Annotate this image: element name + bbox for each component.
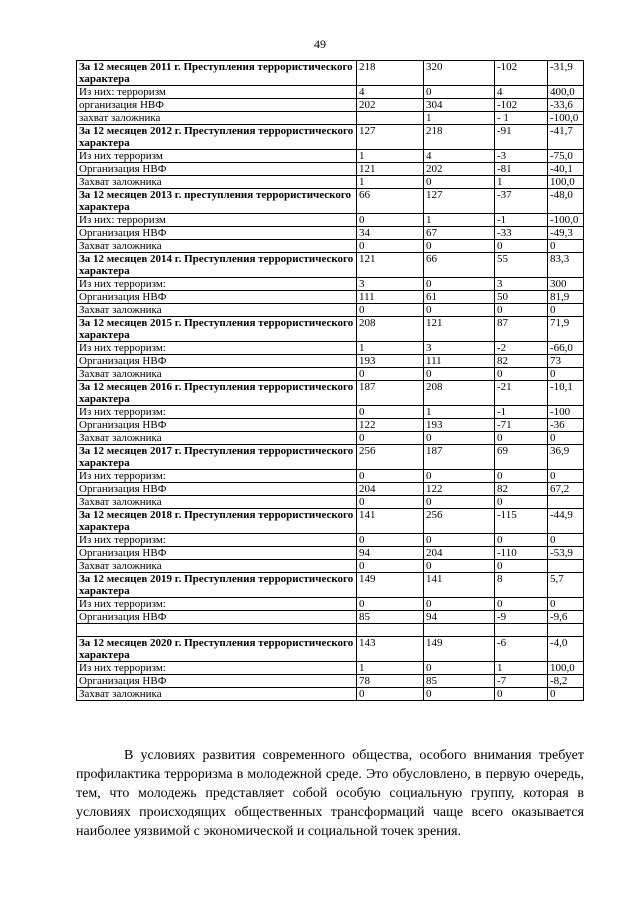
percent-change-value: -33,6 bbox=[548, 99, 584, 112]
current-year-value bbox=[357, 112, 424, 125]
difference-value: -37 bbox=[495, 189, 548, 214]
percent-change-value: 0 bbox=[548, 534, 584, 547]
row-label: За 12 месяцев 2016 г. Преступления террористического характера bbox=[77, 381, 357, 406]
percent-change-value: 71,9 bbox=[548, 317, 584, 342]
table-row bbox=[77, 534, 584, 547]
previous-year-value: 320 bbox=[424, 61, 495, 86]
difference-value: 1 bbox=[495, 176, 548, 189]
difference-value: 3 bbox=[495, 278, 548, 291]
table-row-period-total bbox=[77, 509, 584, 534]
table-row bbox=[77, 342, 584, 355]
row-label: Из них: терроризм bbox=[77, 214, 357, 227]
percent-change-value: -100 bbox=[548, 406, 584, 419]
table-row bbox=[77, 432, 584, 445]
table-row bbox=[77, 150, 584, 163]
table-row bbox=[77, 611, 584, 624]
percent-change-value: 0 bbox=[548, 470, 584, 483]
previous-year-value: 218 bbox=[424, 125, 495, 150]
percent-change-value bbox=[548, 496, 584, 509]
table-row bbox=[77, 291, 584, 304]
current-year-value: 0 bbox=[357, 688, 424, 701]
percent-change-value: 0 bbox=[548, 688, 584, 701]
percent-change-value: 100,0 bbox=[548, 662, 584, 675]
table-row bbox=[77, 86, 584, 99]
percent-change-value: -44,9 bbox=[548, 509, 584, 534]
difference-value: 0 bbox=[495, 560, 548, 573]
row-label: За 12 месяцев 2011 г. Преступления террористического характера bbox=[77, 61, 357, 86]
previous-year-value: 0 bbox=[424, 534, 495, 547]
table-row bbox=[77, 598, 584, 611]
previous-year-value: 0 bbox=[424, 368, 495, 381]
previous-year-value: 111 bbox=[424, 355, 495, 368]
table-body bbox=[77, 61, 584, 701]
current-year-value: 0 bbox=[357, 214, 424, 227]
difference-value: -6 bbox=[495, 637, 548, 662]
previous-year-value: 127 bbox=[424, 189, 495, 214]
row-label: За 12 месяцев 2015 г. Преступления террористического характера bbox=[77, 317, 357, 342]
previous-year-value: 1 bbox=[424, 214, 495, 227]
current-year-value: 121 bbox=[357, 163, 424, 176]
previous-year-value: 256 bbox=[424, 509, 495, 534]
current-year-value: 1 bbox=[357, 176, 424, 189]
current-year-value: 204 bbox=[357, 483, 424, 496]
row-label: За 12 месяцев 2018 г. Преступления террористического характера bbox=[77, 509, 357, 534]
table-row bbox=[77, 214, 584, 227]
difference-value: 0 bbox=[495, 240, 548, 253]
row-label: Организация НВФ bbox=[77, 547, 357, 560]
table-row-period-total bbox=[77, 445, 584, 470]
previous-year-value: 85 bbox=[424, 675, 495, 688]
percent-change-value: -4,0 bbox=[548, 637, 584, 662]
row-label: Организация НВФ bbox=[77, 355, 357, 368]
page-number: 49 bbox=[314, 37, 326, 51]
difference-value: 4 bbox=[495, 86, 548, 99]
percent-change-value: 36,9 bbox=[548, 445, 584, 470]
previous-year-value: 0 bbox=[424, 176, 495, 189]
difference-value: -1 bbox=[495, 214, 548, 227]
row-label: Захват заложника bbox=[77, 432, 357, 445]
row-label: Из них терроризм: bbox=[77, 278, 357, 291]
difference-value: -21 bbox=[495, 381, 548, 406]
previous-year-value: 1 bbox=[424, 406, 495, 419]
row-label: За 12 месяцев 2017 г. Преступления террористического характера bbox=[77, 445, 357, 470]
difference-value: -102 bbox=[495, 61, 548, 86]
current-year-value: 193 bbox=[357, 355, 424, 368]
previous-year-value: 0 bbox=[424, 86, 495, 99]
table-row bbox=[77, 483, 584, 496]
row-label: Из них терроризм: bbox=[77, 598, 357, 611]
percent-change-value: -9,6 bbox=[548, 611, 584, 624]
difference-value: 69 bbox=[495, 445, 548, 470]
table-row bbox=[77, 368, 584, 381]
table-row bbox=[77, 112, 584, 125]
row-label: Из них: терроризм bbox=[77, 86, 357, 99]
previous-year-value: 0 bbox=[424, 278, 495, 291]
row-label: За 12 месяцев 2020 г. Преступления террористического характера bbox=[77, 637, 357, 662]
current-year-value: 0 bbox=[357, 470, 424, 483]
previous-year-value: 208 bbox=[424, 381, 495, 406]
previous-year-value: 66 bbox=[424, 253, 495, 278]
difference-value: 82 bbox=[495, 483, 548, 496]
row-label: Организация НВФ bbox=[77, 675, 357, 688]
row-label: Захват заложника bbox=[77, 304, 357, 317]
current-year-value: 149 bbox=[357, 573, 424, 598]
difference-value: 0 bbox=[495, 470, 548, 483]
difference-value: 87 bbox=[495, 317, 548, 342]
previous-year-value: 61 bbox=[424, 291, 495, 304]
difference-value: 82 bbox=[495, 355, 548, 368]
current-year-value: 4 bbox=[357, 86, 424, 99]
row-label: За 12 месяцев 2014 г. Преступления террористического характера bbox=[77, 253, 357, 278]
table-row-period-total bbox=[77, 189, 584, 214]
percent-change-value: -100,0 bbox=[548, 214, 584, 227]
difference-value: -2 bbox=[495, 342, 548, 355]
percent-change-value: -49,3 bbox=[548, 227, 584, 240]
difference-value: - 1 bbox=[495, 112, 548, 125]
current-year-value: 187 bbox=[357, 381, 424, 406]
current-year-value: 1 bbox=[357, 342, 424, 355]
table-row bbox=[77, 240, 584, 253]
percent-change-value: -48,0 bbox=[548, 189, 584, 214]
current-year-value: 0 bbox=[357, 368, 424, 381]
percent-change-value: -10,1 bbox=[548, 381, 584, 406]
previous-year-value: 0 bbox=[424, 598, 495, 611]
percent-change-value: -100,0 bbox=[548, 112, 584, 125]
difference-value bbox=[495, 624, 548, 637]
current-year-value: 1 bbox=[357, 150, 424, 163]
row-label: организация НВФ bbox=[77, 99, 357, 112]
row-label: За 12 месяцев 2013 г. преступления террористического характера bbox=[77, 189, 357, 214]
difference-value: -110 bbox=[495, 547, 548, 560]
row-label: Организация НВФ bbox=[77, 419, 357, 432]
difference-value: -71 bbox=[495, 419, 548, 432]
row-label: За 12 месяцев 2012 г. Преступления террористического характера bbox=[77, 125, 357, 150]
current-year-value: 85 bbox=[357, 611, 424, 624]
difference-value: 0 bbox=[495, 496, 548, 509]
difference-value: -7 bbox=[495, 675, 548, 688]
current-year-value: 3 bbox=[357, 278, 424, 291]
difference-value: -9 bbox=[495, 611, 548, 624]
difference-value: 50 bbox=[495, 291, 548, 304]
percent-change-value: -8,2 bbox=[548, 675, 584, 688]
previous-year-value: 94 bbox=[424, 611, 495, 624]
percent-change-value bbox=[548, 560, 584, 573]
table-row bbox=[77, 662, 584, 675]
row-label: Захват заложника bbox=[77, 688, 357, 701]
difference-value: 0 bbox=[495, 598, 548, 611]
percent-change-value: 5,7 bbox=[548, 573, 584, 598]
previous-year-value: 0 bbox=[424, 688, 495, 701]
percent-change-value: 300 bbox=[548, 278, 584, 291]
previous-year-value bbox=[424, 624, 495, 637]
current-year-value: 94 bbox=[357, 547, 424, 560]
table-row bbox=[77, 278, 584, 291]
percent-change-value: -66,0 bbox=[548, 342, 584, 355]
current-year-value: 121 bbox=[357, 253, 424, 278]
current-year-value: 0 bbox=[357, 240, 424, 253]
percent-change-value: -53,9 bbox=[548, 547, 584, 560]
row-label: Захват заложника bbox=[77, 496, 357, 509]
table-row-period-total bbox=[77, 253, 584, 278]
previous-year-value: 204 bbox=[424, 547, 495, 560]
previous-year-value: 304 bbox=[424, 99, 495, 112]
previous-year-value: 141 bbox=[424, 573, 495, 598]
current-year-value: 0 bbox=[357, 496, 424, 509]
table-row bbox=[77, 470, 584, 483]
table-row bbox=[77, 496, 584, 509]
table-row bbox=[77, 304, 584, 317]
current-year-value: 66 bbox=[357, 189, 424, 214]
table-row bbox=[77, 355, 584, 368]
table-row bbox=[77, 99, 584, 112]
previous-year-value: 121 bbox=[424, 317, 495, 342]
percent-change-value: -75,0 bbox=[548, 150, 584, 163]
table-row-period-total bbox=[77, 381, 584, 406]
previous-year-value: 122 bbox=[424, 483, 495, 496]
row-label: Из них терроризм: bbox=[77, 342, 357, 355]
row-label: Из них терроризм: bbox=[77, 534, 357, 547]
row-label: Захват заложника bbox=[77, 240, 357, 253]
percent-change-value: -40,1 bbox=[548, 163, 584, 176]
row-label: Организация НВФ bbox=[77, 227, 357, 240]
previous-year-value: 187 bbox=[424, 445, 495, 470]
crime-statistics-table bbox=[76, 60, 584, 701]
percent-change-value: 81,9 bbox=[548, 291, 584, 304]
row-label: За 12 месяцев 2019 г. Преступления террористического характера bbox=[77, 573, 357, 598]
previous-year-value: 4 bbox=[424, 150, 495, 163]
table-row bbox=[77, 547, 584, 560]
previous-year-value: 0 bbox=[424, 662, 495, 675]
current-year-value: 111 bbox=[357, 291, 424, 304]
current-year-value: 0 bbox=[357, 304, 424, 317]
current-year-value: 0 bbox=[357, 598, 424, 611]
previous-year-value: 0 bbox=[424, 240, 495, 253]
current-year-value bbox=[357, 624, 424, 637]
table-row-period-total bbox=[77, 61, 584, 86]
row-label bbox=[77, 624, 357, 637]
current-year-value: 127 bbox=[357, 125, 424, 150]
current-year-value: 0 bbox=[357, 560, 424, 573]
previous-year-value: 3 bbox=[424, 342, 495, 355]
table-row bbox=[77, 675, 584, 688]
percent-change-value: -41,7 bbox=[548, 125, 584, 150]
table-row bbox=[77, 560, 584, 573]
table-row-period-total bbox=[77, 125, 584, 150]
difference-value: 0 bbox=[495, 534, 548, 547]
difference-value: 55 bbox=[495, 253, 548, 278]
table-row-period-total bbox=[77, 573, 584, 598]
percent-change-value: 0 bbox=[548, 304, 584, 317]
row-label: Из них терроризм: bbox=[77, 406, 357, 419]
difference-value: -3 bbox=[495, 150, 548, 163]
previous-year-value: 0 bbox=[424, 470, 495, 483]
current-year-value: 34 bbox=[357, 227, 424, 240]
difference-value: -91 bbox=[495, 125, 548, 150]
row-label: Из них терроризм bbox=[77, 150, 357, 163]
table-row-period-total bbox=[77, 637, 584, 662]
table-row-period-total bbox=[77, 317, 584, 342]
previous-year-value: 193 bbox=[424, 419, 495, 432]
row-label: Организация НВФ bbox=[77, 611, 357, 624]
previous-year-value: 67 bbox=[424, 227, 495, 240]
table-row-spacer bbox=[77, 624, 584, 637]
row-label: Организация НВФ bbox=[77, 291, 357, 304]
current-year-value: 0 bbox=[357, 432, 424, 445]
difference-value: -1 bbox=[495, 406, 548, 419]
current-year-value: 1 bbox=[357, 662, 424, 675]
current-year-value: 202 bbox=[357, 99, 424, 112]
percent-change-value: 0 bbox=[548, 240, 584, 253]
percent-change-value: 0 bbox=[548, 432, 584, 445]
current-year-value: 141 bbox=[357, 509, 424, 534]
current-year-value: 78 bbox=[357, 675, 424, 688]
percent-change-value: 83,3 bbox=[548, 253, 584, 278]
previous-year-value: 1 bbox=[424, 112, 495, 125]
previous-year-value: 202 bbox=[424, 163, 495, 176]
table-row bbox=[77, 163, 584, 176]
percent-change-value bbox=[548, 624, 584, 637]
difference-value: 0 bbox=[495, 688, 548, 701]
difference-value: -115 bbox=[495, 509, 548, 534]
row-label: Захват заложника bbox=[77, 560, 357, 573]
previous-year-value: 0 bbox=[424, 304, 495, 317]
current-year-value: 143 bbox=[357, 637, 424, 662]
difference-value: 0 bbox=[495, 432, 548, 445]
difference-value: 0 bbox=[495, 304, 548, 317]
percent-change-value: 67,2 bbox=[548, 483, 584, 496]
difference-value: -102 bbox=[495, 99, 548, 112]
percent-change-value: 100,0 bbox=[548, 176, 584, 189]
previous-year-value: 0 bbox=[424, 496, 495, 509]
previous-year-value: 0 bbox=[424, 432, 495, 445]
difference-value: 1 bbox=[495, 662, 548, 675]
row-label: Организация НВФ bbox=[77, 483, 357, 496]
row-label: Организация НВФ bbox=[77, 163, 357, 176]
current-year-value: 256 bbox=[357, 445, 424, 470]
percent-change-value: 0 bbox=[548, 598, 584, 611]
current-year-value: 0 bbox=[357, 406, 424, 419]
row-label: Захват заложника bbox=[77, 176, 357, 189]
row-label: Из них терроризм: bbox=[77, 662, 357, 675]
body-paragraph: В условиях развития современного общества, особого внимания требует профилактика терроризма в молодежной среде. Это обусловлено, в первую очередь, тем, что молодежь представляет собой особую социальную группу, которая в условиях происходящих общественных трансформаций чаще всего оказывается наиболее уязвимой с экономической и социальной точек зрения. bbox=[76, 748, 584, 839]
current-year-value: 0 bbox=[357, 534, 424, 547]
percent-change-value: -36 bbox=[548, 419, 584, 432]
row-label: захват заложника bbox=[77, 112, 357, 125]
percent-change-value: -31,9 bbox=[548, 61, 584, 86]
difference-value: -81 bbox=[495, 163, 548, 176]
table-row bbox=[77, 419, 584, 432]
row-label: Из них терроризм: bbox=[77, 470, 357, 483]
previous-year-value: 149 bbox=[424, 637, 495, 662]
current-year-value: 122 bbox=[357, 419, 424, 432]
table-row bbox=[77, 176, 584, 189]
current-year-value: 218 bbox=[357, 61, 424, 86]
difference-value: -33 bbox=[495, 227, 548, 240]
table-row bbox=[77, 688, 584, 701]
difference-value: 0 bbox=[495, 368, 548, 381]
percent-change-value: 0 bbox=[548, 368, 584, 381]
previous-year-value: 0 bbox=[424, 560, 495, 573]
percent-change-value: 400,0 bbox=[548, 86, 584, 99]
table-row bbox=[77, 406, 584, 419]
row-label: Захват заложника bbox=[77, 368, 357, 381]
table-row bbox=[77, 227, 584, 240]
difference-value: 8 bbox=[495, 573, 548, 598]
percent-change-value: 73 bbox=[548, 355, 584, 368]
current-year-value: 208 bbox=[357, 317, 424, 342]
